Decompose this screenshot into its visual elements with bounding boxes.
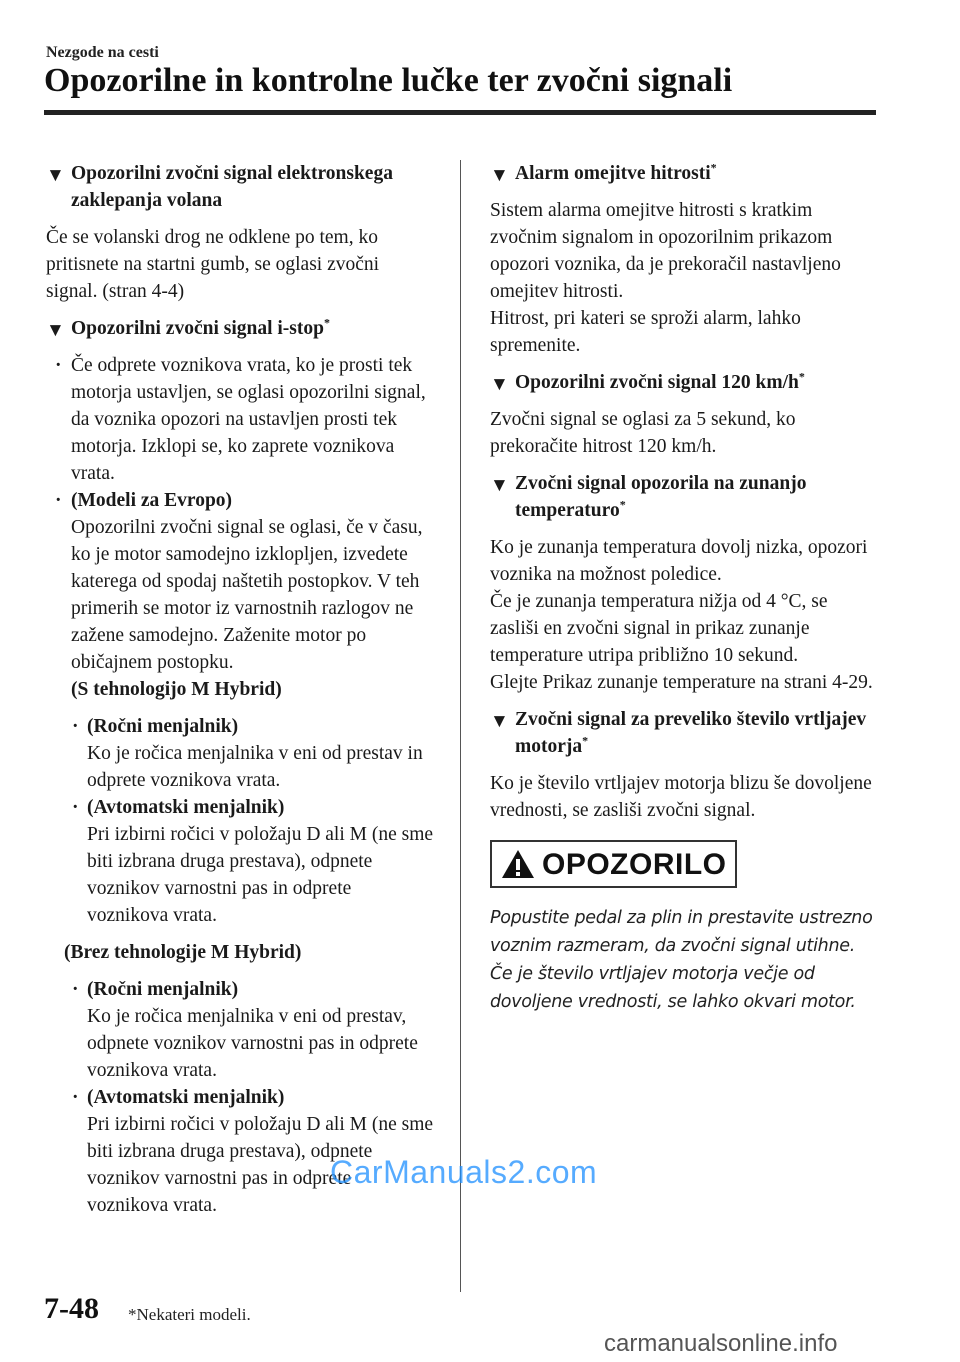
source-watermark: carmanualsonline.info xyxy=(604,1330,838,1357)
footnote: *Nekateri modeli. xyxy=(128,1305,251,1324)
watermark: CarManuals2.com xyxy=(330,1154,598,1190)
asterisk-marker: * xyxy=(582,733,589,748)
bullet-icon: · xyxy=(72,979,79,1000)
heading-steering-lock-alarm: ▼ Opozorilni zvočni signal elektronskega zaklepanja volana xyxy=(46,163,393,211)
subheading-no-m-hybrid: (Brez tehnologije M Hybrid) xyxy=(64,942,302,963)
warning-box xyxy=(490,840,737,888)
right-column xyxy=(490,160,880,1016)
asterisk-marker: * xyxy=(710,160,717,175)
left-column xyxy=(46,160,434,1219)
bullet-icon: · xyxy=(72,716,79,737)
triangle-marker-icon: ▼ xyxy=(490,165,509,186)
asterisk-marker: * xyxy=(619,497,626,512)
bullet-icon: · xyxy=(72,1087,79,1108)
list-item: · (Avtomatski menjalnik) Pri izbirni ročici v položaju D ali M (ne sme biti izbrana druga prestava), odpnete voznikov varnostni pas in odprete voznikova vrata. xyxy=(46,1084,434,1219)
section-label: Nezgode na cesti xyxy=(46,44,159,61)
subheading-m-hybrid: (S tehnologijo M Hybrid) xyxy=(71,679,282,700)
bullet-icon: · xyxy=(72,797,79,818)
asterisk-marker: * xyxy=(323,315,330,330)
list-item: · Če odprete voznikova vrata, ko je prosti tek motorja ustavljen, se oglasi opozorilni signal, da voznika opozori na ustavljen prosti tek motorja. Izklopi se, ko zaprete voznikova vrata. xyxy=(46,352,434,487)
paragraph: Sistem alarma omejitve hitrosti s kratkim zvočnim signalom in opozorilnim prikazom opozori voznika, da je prekoračil nastavljeno omejitev hitrosti. Hitrost, pri kateri se sproži alarm, lahko spremenite. xyxy=(490,200,841,356)
triangle-marker-icon: ▼ xyxy=(46,320,65,341)
heading-speed-alarm: ▼ Alarm omejitve hitrosti* xyxy=(490,160,880,187)
list-item: · (Ročni menjalnik) Ko je ročica menjalnika v eni od prestav, odpnete voznikov varnostni pas in odprete voznikova vrata. xyxy=(46,976,434,1084)
paragraph: Zvočni signal se oglasi za 5 sekund, ko prekoračite hitrost 120 km/h. xyxy=(490,409,796,457)
triangle-marker-icon: ▼ xyxy=(46,165,65,186)
page-number: 7-48 xyxy=(44,1292,99,1325)
bullet-icon: · xyxy=(55,355,62,376)
asterisk-marker: * xyxy=(798,369,805,384)
heading-120kmh-alarm: ▼ Opozorilni zvočni signal 120 km/h* xyxy=(490,369,880,396)
column-divider xyxy=(460,160,461,1292)
list-item: · (Ročni menjalnik) Ko je ročica menjalnika v eni od prestav in odprete voznikova vrata. xyxy=(46,713,434,794)
paragraph: Če se volanski drog ne odklene po tem, ko pritisnete na startni gumb, se oglasi zvočni signal. (stran 4-4) xyxy=(46,227,380,302)
warning-icon xyxy=(500,848,536,880)
paragraph: Ko je zunanja temperatura dovolj nizka, opozori voznika na možnost poledice. Če je zunanja temperatura nižja od 4 °C, se zasliši en zvočni signal in prikaz zunanje temperature utripa približno 10 sekund. Glejte Prikaz zunanje temperature na strani 4-29. xyxy=(490,537,873,693)
list-item: · (Modeli za Evropo) Opozorilni zvočni signal se oglasi, če v času, ko je motor samodejno izklopljen, izvedete katerega od spodaj naštetih postopkov. V teh primerih se motor iz varnostnih razlogov ne zažene samodejno. Zaženite motor po običajnem postopku. (S tehnologijo M Hybrid) xyxy=(46,487,434,703)
paragraph: Ko je število vrtljajev motorja blizu še dovoljene vrednosti, se zasliši zvočni signal. xyxy=(490,773,872,821)
triangle-marker-icon: ▼ xyxy=(490,475,509,496)
header-rule xyxy=(44,110,876,115)
heading-outside-temp-alarm: ▼ Zvočni signal opozorila na zunanjo temperaturo* xyxy=(490,473,807,521)
bullet-icon: · xyxy=(55,490,62,511)
warning-label: OPOZORILO xyxy=(542,847,727,881)
page-title: Opozorilne in kontrolne lučke ter zvočni signali xyxy=(44,62,733,99)
warning-text: Popustite pedal za plin in prestavite ustrezno voznim razmeram, da zvočni signal utihne. Če je število vrtljajev motorja večje od dovoljene vrednosti, se lahko okvari motor. xyxy=(490,908,873,1012)
heading-overrev-alarm: ▼ Zvočni signal za preveliko število vrtljajev motorja* xyxy=(490,709,867,757)
triangle-marker-icon: ▼ xyxy=(490,374,509,395)
triangle-marker-icon: ▼ xyxy=(490,711,509,732)
heading-istop-alarm: ▼ Opozorilni zvočni signal i-stop* xyxy=(46,315,434,342)
list-item: · (Avtomatski menjalnik) Pri izbirni ročici v položaju D ali M (ne sme biti izbrana druga prestava), odpnete voznikov varnostni pas in odprete voznikova vrata. xyxy=(46,794,434,929)
